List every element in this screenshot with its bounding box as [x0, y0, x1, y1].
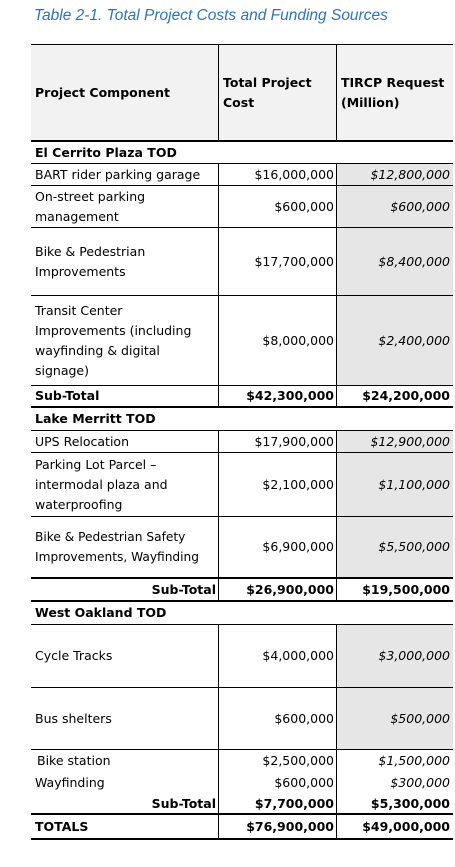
totals-request: $49,000,000: [336, 815, 453, 838]
row-request: $600,000: [336, 186, 453, 227]
row-component: UPS Relocation: [35, 433, 130, 449]
row-request: $2,400,000: [336, 296, 453, 385]
table-row: [31, 625, 453, 688]
row-request: $12,900,000: [336, 431, 453, 452]
subtotal-row: [31, 794, 453, 815]
row-component: On-street parking management: [35, 188, 146, 224]
row-component: Wayfinding: [35, 775, 105, 790]
totals-row: [31, 815, 453, 838]
subtotal-request: $24,200,000: [336, 386, 453, 406]
table-row: [31, 431, 453, 453]
table-row: [31, 688, 453, 750]
row-cost: $6,900,000: [218, 517, 336, 577]
row-request: $12,800,000: [336, 164, 453, 185]
table-header-row: [31, 45, 453, 142]
section-title: Lake Merritt TOD: [35, 411, 156, 426]
row-component: Transit Center Improvements (including wayfinding & digital signage): [35, 302, 192, 378]
row-component: Bike & Pedestrian Safety Improvements, Wayfinding: [35, 530, 200, 564]
section-title: El Cerrito Plaza TOD: [35, 144, 177, 160]
section-heading-lake-merritt: [31, 408, 453, 431]
row-component: BART rider parking garage: [35, 166, 201, 182]
table-caption: Table 2-1. Total Project Costs and Funding Sources: [34, 7, 388, 24]
header-tircp-request: TIRCP Request (Million): [336, 45, 453, 140]
row-component: Bus shelters: [35, 710, 112, 726]
header-project-component: Project Component: [35, 84, 170, 100]
row-cost: $600,000: [218, 688, 336, 749]
row-request: $500,000: [336, 688, 453, 749]
section-title: West Oakland TOD: [35, 605, 167, 620]
table-row: [31, 772, 453, 794]
row-cost: $17,700,000: [218, 228, 336, 295]
row-cost: $2,500,000: [218, 750, 336, 772]
table-row: [31, 186, 453, 228]
subtotal-label: Sub-Total: [151, 581, 216, 597]
table-row: [31, 164, 453, 186]
row-component: Bike station: [37, 753, 111, 768]
section-heading-west-oakland: [31, 602, 453, 625]
table-row: [31, 228, 453, 296]
subtotal-label: Sub-Total: [151, 795, 216, 811]
row-request: $1,500,000: [336, 750, 453, 772]
subtotal-request: $5,300,000: [336, 794, 453, 813]
row-cost: $17,900,000: [218, 431, 336, 452]
table-row: [31, 750, 453, 772]
row-request: $5,500,000: [336, 517, 453, 577]
subtotal-cost: $26,900,000: [218, 579, 336, 600]
header-total-project-cost: Total Project Cost: [218, 45, 336, 140]
row-component: Bike & Pedestrian Improvements: [35, 243, 146, 279]
subtotal-cost: $42,300,000: [218, 386, 336, 406]
row-cost: $600,000: [218, 186, 336, 227]
section-heading-el-cerrito: [31, 142, 453, 164]
table-row: [31, 296, 453, 386]
table-row: [31, 453, 453, 517]
row-cost: $2,100,000: [218, 453, 336, 516]
funding-table: [31, 44, 453, 840]
totals-label: TOTALS: [35, 818, 89, 834]
row-request: $3,000,000: [336, 625, 453, 687]
subtotal-label: Sub-Total: [35, 388, 100, 403]
table-row: [31, 517, 453, 579]
row-component: Cycle Tracks: [35, 648, 113, 663]
row-request: $8,400,000: [336, 228, 453, 295]
row-cost: $8,000,000: [218, 296, 336, 385]
totals-cost: $76,900,000: [218, 815, 336, 838]
row-cost: $4,000,000: [218, 625, 336, 687]
subtotal-request: $19,500,000: [336, 579, 453, 600]
subtotal-row: [31, 579, 453, 602]
row-cost: $600,000: [218, 772, 336, 794]
subtotal-row: [31, 386, 453, 408]
row-cost: $16,000,000: [218, 164, 336, 185]
row-component: Parking Lot Parcel – intermodal plaza and waterproofing: [35, 456, 168, 512]
row-request: $1,100,000: [336, 453, 453, 516]
row-request: $300,000: [336, 772, 453, 794]
subtotal-cost: $7,700,000: [218, 794, 336, 813]
